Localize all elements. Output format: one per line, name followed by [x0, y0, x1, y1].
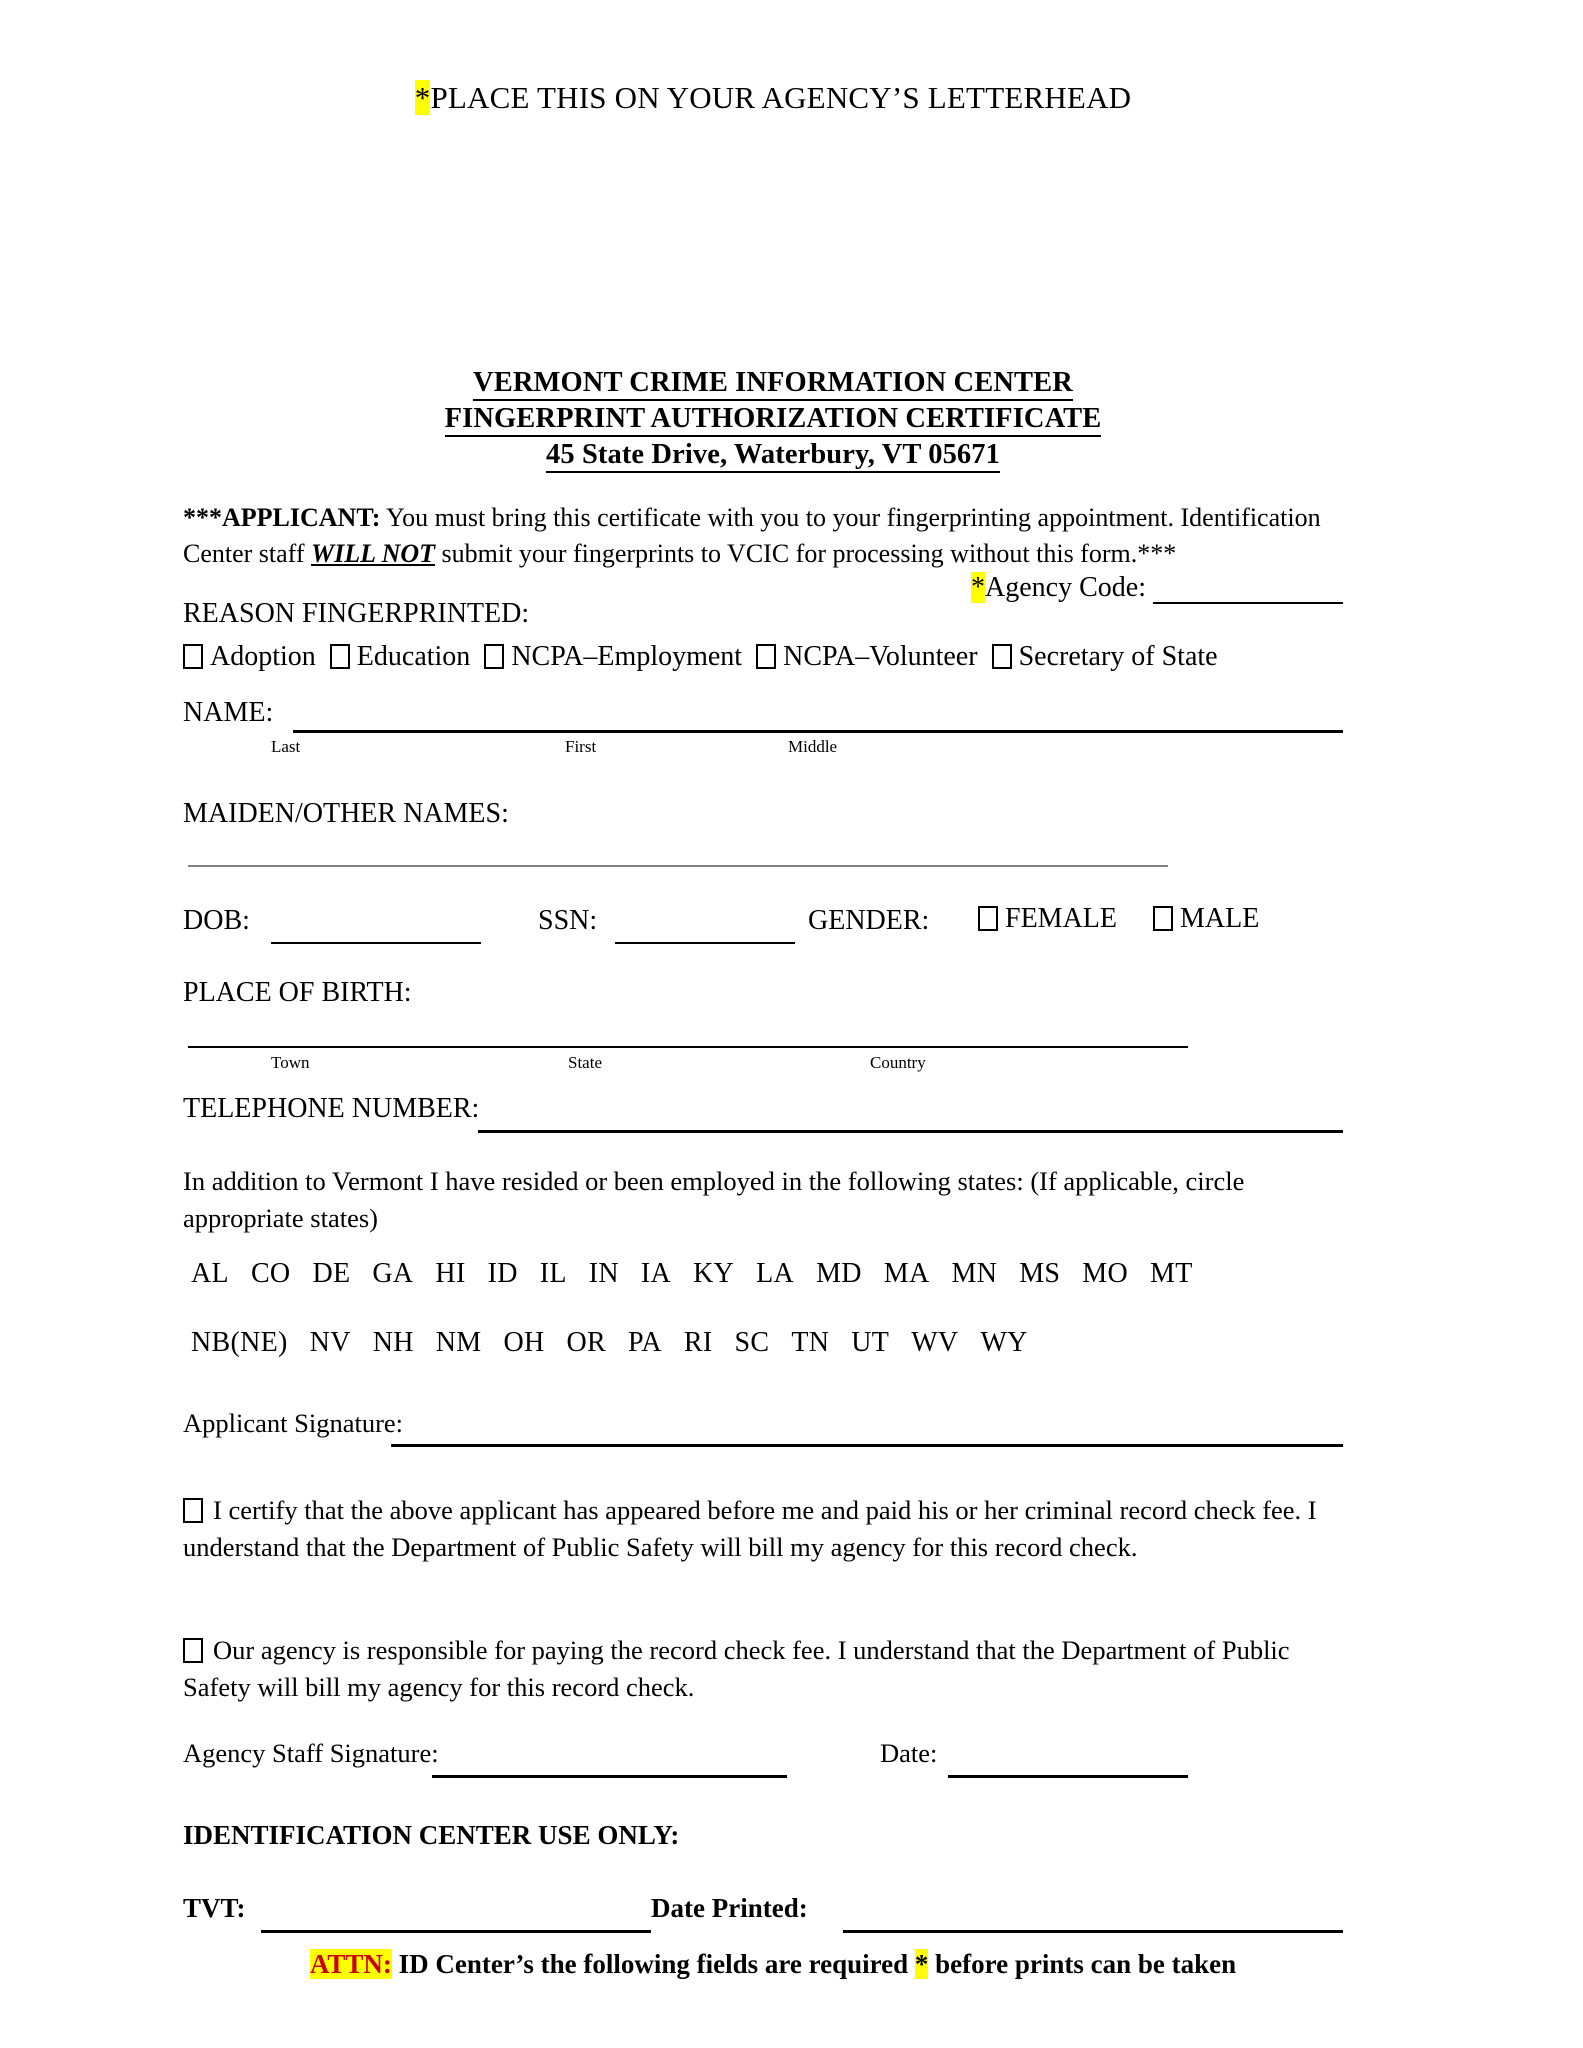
checkbox-icon[interactable] — [1153, 906, 1173, 931]
state-abbr[interactable]: OH — [503, 1327, 545, 1358]
state-abbr[interactable]: IA — [640, 1258, 672, 1289]
letterhead-notice-text: PLACE THIS ON YOUR AGENCY’S LETTERHEAD — [430, 80, 1132, 115]
dob-input[interactable] — [271, 942, 481, 944]
name-input[interactable] — [293, 730, 1343, 733]
state-abbr[interactable]: WV — [911, 1327, 959, 1358]
agency-pays-statement[interactable] — [183, 1632, 1343, 1706]
date-printed-label: Date Printed: — [651, 1893, 808, 1923]
gender-option-female[interactable] — [978, 903, 1117, 935]
certify-statement[interactable] — [183, 1492, 1343, 1566]
checkbox-icon[interactable] — [992, 644, 1012, 669]
gender-option-label: FEMALE — [1005, 903, 1117, 934]
attn-text-before: ID Center’s the following fields are required — [398, 1949, 909, 1979]
checkbox-icon[interactable] — [484, 644, 504, 669]
title-line-1-text: VERMONT CRIME INFORMATION CENTER — [473, 367, 1073, 401]
certify-statement-text: I certify that the above applicant has appeared before me and paid his or her criminal record check fee. I understand that the Department of Public Safety will bill my agency for this record check. — [183, 1495, 1317, 1562]
state-abbr[interactable]: MN — [951, 1258, 998, 1289]
applicant-notice-lead: ***APPLICANT: — [183, 503, 381, 532]
name-sublabel-middle: Middle — [788, 737, 838, 756]
agency-staff-signature-input[interactable] — [432, 1775, 787, 1778]
title-line-3 — [183, 437, 1363, 473]
state-abbr[interactable]: NB(NE) — [191, 1327, 288, 1358]
reason-option-label: NCPA–Employment — [511, 641, 743, 672]
applicant-notice-emphasis: WILL NOT — [311, 539, 436, 568]
reason-options-row — [183, 641, 1363, 673]
applicant-notice-part2: submit your fingerprints to VCIC for processing without this form.*** — [435, 539, 1177, 568]
reason-option-adoption[interactable] — [183, 641, 316, 672]
state-abbr[interactable]: MS — [1019, 1258, 1061, 1289]
checkbox-icon[interactable] — [183, 1498, 203, 1523]
states-row-1 — [191, 1258, 1215, 1290]
pob-sublabel-state: State — [568, 1053, 602, 1072]
agency-code-input[interactable] — [1153, 580, 1343, 604]
attn-footer — [183, 1949, 1363, 1980]
state-abbr[interactable]: DE — [312, 1258, 351, 1289]
checkbox-icon[interactable] — [183, 1638, 203, 1663]
place-of-birth-label: PLACE OF BIRTH: — [183, 977, 412, 1008]
state-abbr[interactable]: CO — [250, 1258, 291, 1289]
pob-sublabel-town: Town — [271, 1053, 310, 1072]
states-row-2 — [191, 1327, 1050, 1359]
title-line-2-text: FINGERPRINT AUTHORIZATION CERTIFICATE — [445, 403, 1102, 437]
agency-code-label: Agency Code: — [985, 572, 1146, 603]
telephone-label: TELEPHONE NUMBER: — [183, 1093, 480, 1124]
ssn-label: SSN: — [538, 905, 598, 936]
checkbox-icon[interactable] — [978, 906, 998, 931]
checkbox-icon[interactable] — [756, 644, 776, 669]
agency-code-asterisk: * — [971, 572, 986, 603]
title-block — [183, 365, 1363, 473]
applicant-notice — [183, 500, 1343, 572]
form-sheet — [183, 0, 1363, 2048]
state-abbr[interactable]: GA — [372, 1258, 414, 1289]
state-abbr[interactable]: MO — [1082, 1258, 1129, 1289]
letterhead-asterisk: * — [414, 80, 431, 115]
gender-option-male[interactable] — [1153, 903, 1259, 935]
states-intro: In addition to Vermont I have resided or been employed in the following states: (If applicable, circle appropriate states) — [183, 1166, 1245, 1233]
checkbox-icon[interactable] — [330, 644, 350, 669]
attn-asterisk: * — [914, 1949, 929, 1979]
name-sublabel-first: First — [565, 737, 597, 756]
title-line-2 — [183, 401, 1363, 437]
attn-text-after: before prints can be taken — [935, 1949, 1237, 1979]
state-abbr[interactable]: NH — [372, 1327, 414, 1358]
title-line-1 — [183, 365, 1363, 401]
dob-label: DOB: — [183, 905, 250, 936]
reason-option-label: NCPA–Volunteer — [783, 641, 978, 672]
applicant-signature-label: Applicant Signature: — [183, 1408, 404, 1438]
id-center-heading: IDENTIFICATION CENTER USE ONLY: — [183, 1820, 680, 1850]
state-abbr[interactable]: UT — [851, 1327, 890, 1358]
applicant-notice-part1: You must bring this certificate with you to your fingerprinting appointment. Identification Center staff — [183, 503, 1321, 568]
ssn-input[interactable] — [615, 942, 795, 944]
attn-label: ATTN: — [309, 1949, 392, 1979]
agency-staff-date-input[interactable] — [948, 1775, 1188, 1778]
tvt-input[interactable] — [261, 1930, 651, 1933]
state-abbr[interactable]: SC — [734, 1327, 770, 1358]
state-abbr[interactable]: PA — [628, 1327, 662, 1358]
pob-sublabel-country: Country — [870, 1053, 926, 1072]
letterhead-notice — [183, 80, 1363, 116]
reason-option-ncpa-employment[interactable] — [484, 641, 742, 672]
place-of-birth-input[interactable] — [188, 1046, 1188, 1048]
state-abbr[interactable]: MD — [816, 1258, 862, 1289]
state-abbr[interactable]: MT — [1150, 1258, 1193, 1289]
reason-option-label: Adoption — [210, 641, 316, 672]
applicant-signature-input[interactable] — [391, 1444, 1343, 1447]
gender-label: GENDER: — [808, 905, 930, 936]
maiden-names-input[interactable] — [188, 865, 1168, 867]
state-abbr[interactable]: OR — [566, 1327, 607, 1358]
state-abbr[interactable]: NV — [309, 1327, 351, 1358]
state-abbr[interactable]: KY — [693, 1258, 735, 1289]
reason-option-ncpa-volunteer[interactable] — [756, 641, 977, 672]
state-abbr[interactable]: LA — [756, 1258, 795, 1289]
state-abbr[interactable]: MA — [883, 1258, 930, 1289]
gender-option-label: MALE — [1180, 903, 1260, 934]
state-abbr[interactable]: RI — [683, 1327, 713, 1358]
reason-heading: REASON FINGERPRINTED: — [183, 598, 530, 629]
state-abbr[interactable]: WY — [980, 1327, 1028, 1358]
name-sublabel-last: Last — [271, 737, 301, 756]
state-abbr[interactable]: NM — [435, 1327, 482, 1358]
name-label: NAME: — [183, 697, 274, 728]
reason-option-education[interactable] — [330, 641, 471, 672]
maiden-names-label: MAIDEN/OTHER NAMES: — [183, 798, 509, 829]
agency-staff-date-label: Date: — [880, 1738, 938, 1768]
state-abbr[interactable]: IL — [539, 1258, 567, 1289]
state-abbr[interactable]: AL — [191, 1258, 229, 1289]
title-line-3-text: 45 State Drive, Waterbury, VT 05671 — [546, 439, 1000, 473]
checkbox-icon[interactable] — [183, 644, 203, 669]
reason-option-label: Education — [356, 641, 471, 672]
state-abbr[interactable]: IN — [588, 1258, 619, 1289]
date-printed-input[interactable] — [843, 1930, 1343, 1933]
reason-option-label: Secretary of State — [1018, 641, 1218, 672]
state-abbr[interactable]: ID — [487, 1258, 518, 1289]
agency-staff-signature-label: Agency Staff Signature: — [183, 1738, 439, 1768]
reason-option-secretary-of-state[interactable] — [992, 641, 1218, 672]
state-abbr[interactable]: TN — [791, 1327, 830, 1358]
state-abbr[interactable]: HI — [435, 1258, 466, 1289]
telephone-input[interactable] — [478, 1130, 1343, 1133]
agency-pays-statement-text: Our agency is responsible for paying the record check fee. I understand that the Department of Public Safety will bill my agency for this record check. — [183, 1635, 1290, 1702]
tvt-label: TVT: — [183, 1893, 246, 1923]
